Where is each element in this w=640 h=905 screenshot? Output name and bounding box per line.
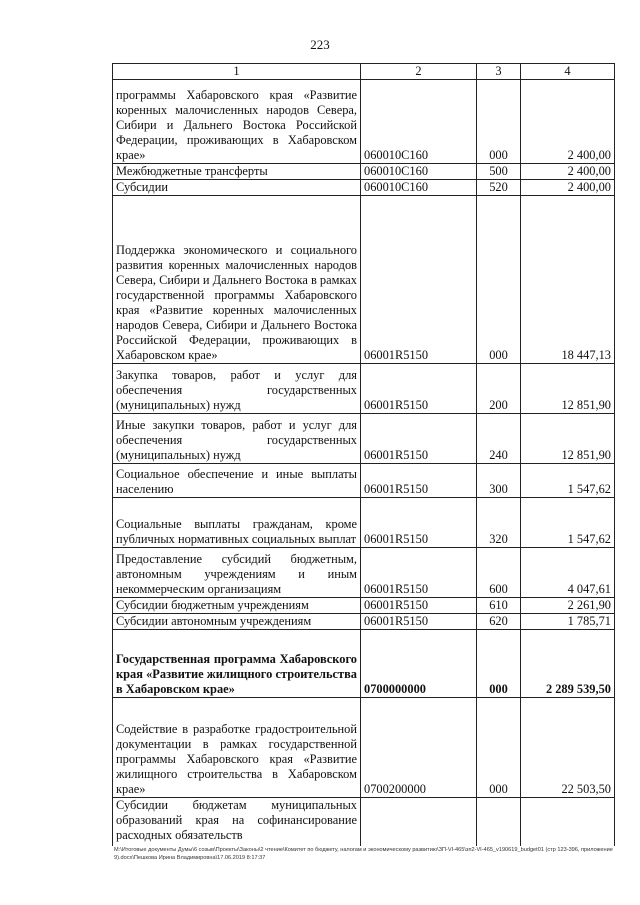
row-name: Предоставление субсидий бюджетным, автономным учреждениям и иным некоммерческим организациям (113, 548, 361, 598)
row-vr (477, 798, 521, 846)
table-row (113, 414, 615, 464)
row-vr: 320 (477, 498, 521, 548)
row-name: Социальное обеспечение и иные выплаты населению (113, 464, 361, 498)
table-row-program (113, 630, 615, 698)
row-code: 060010С160 (361, 80, 477, 164)
row-name: Поддержка экономического и социального развития коренных малочисленных народов Севера, Сибири и Дальнего Востока в рамках государственной программы Хабаровского края «Развитие коренных малочисленных народов Севера, Сибири и Дальнего Востока Российской Федерации, проживающих в Хабаровском крае» (113, 196, 361, 364)
row-vr: 000 (477, 698, 521, 798)
row-amount: 2 400,00 (521, 80, 615, 164)
row-vr: 000 (477, 80, 521, 164)
row-vr: 240 (477, 414, 521, 464)
page-number: 223 (310, 37, 330, 52)
row-code: 06001R5150 (361, 464, 477, 498)
row-name: Межбюджетные трансферты (113, 164, 361, 180)
row-code: 0700000000 (361, 630, 477, 698)
row-name: Закупка товаров, работ и услуг для обеспечения государственных (муниципальных) нужд (113, 364, 361, 414)
row-name: Субсидии автономным учреждениям (113, 614, 361, 630)
row-amount (521, 798, 615, 846)
row-vr: 500 (477, 164, 521, 180)
row-amount: 22 503,50 (521, 698, 615, 798)
row-name: программы Хабаровского края «Развитие коренных малочисленных народов Севера, Сибири и Дальнего Востока Российской Федерации, проживающих в Хабаровском крае» (113, 80, 361, 164)
table-row (113, 798, 615, 846)
row-code: 06001R5150 (361, 414, 477, 464)
row-amount: 2 289 539,50 (521, 630, 615, 698)
row-name: Иные закупки товаров, работ и услуг для обеспечения государственных (муниципальных) нужд (113, 414, 361, 464)
row-amount: 12 851,90 (521, 414, 615, 464)
row-amount: 1 785,71 (521, 614, 615, 630)
row-name: Социальные выплаты гражданам, кроме публичных нормативных социальных выплат (113, 498, 361, 548)
row-vr: 610 (477, 598, 521, 614)
header-col-1: 1 (113, 64, 361, 80)
row-name: Содействие в разработке градостроительной документации в рамках государственной программы Хабаровского края «Развитие жилищного строительства в Хабаровском крае» (113, 698, 361, 798)
row-name: Государственная программа Хабаровского края «Развитие жилищного строительства в Хабаровском крае» (113, 630, 361, 698)
row-code: 06001R5150 (361, 498, 477, 548)
budget-table (112, 63, 615, 846)
row-code: 06001R5150 (361, 548, 477, 598)
row-code: 060010С160 (361, 180, 477, 196)
row-amount: 12 851,90 (521, 364, 615, 414)
row-code: 0700200000 (361, 698, 477, 798)
row-amount: 4 047,61 (521, 548, 615, 598)
table-row (113, 180, 615, 196)
row-code: 06001R5150 (361, 196, 477, 364)
row-vr: 200 (477, 364, 521, 414)
row-vr: 620 (477, 614, 521, 630)
row-amount: 18 447,13 (521, 196, 615, 364)
table-row (113, 196, 615, 364)
table-row (113, 164, 615, 180)
table-row (113, 698, 615, 798)
row-name: Субсидии бюджетам муниципальных образований края на софинансирование расходных обязательств (113, 798, 361, 846)
row-code: 06001R5150 (361, 614, 477, 630)
header-col-4: 4 (521, 64, 615, 80)
header-col-3: 3 (477, 64, 521, 80)
document-path-footer: M:\Итоговые документы Думы\6 созыв\Проекты\Законы\2 чтение\Комитет по бюджету, налогам и экономическому развитию\ЗП-VI-465\зп2-VI-465_v190619_budget01 (стр 123-396, приложение 9).docx\Пешкова Ирина Владимировна\17.06.2019 8:17:37 (114, 847, 613, 861)
row-amount: 2 400,00 (521, 180, 615, 196)
row-amount: 2 400,00 (521, 164, 615, 180)
row-vr: 520 (477, 180, 521, 196)
row-code (361, 798, 477, 846)
row-vr: 000 (477, 196, 521, 364)
table-header-row (113, 64, 615, 80)
row-code: 060010С160 (361, 164, 477, 180)
row-code: 06001R5150 (361, 598, 477, 614)
row-vr: 600 (477, 548, 521, 598)
table-row (113, 80, 615, 164)
row-code: 06001R5150 (361, 364, 477, 414)
row-amount: 1 547,62 (521, 498, 615, 548)
table-row (113, 364, 615, 414)
row-name: Субсидии бюджетным учреждениям (113, 598, 361, 614)
row-amount: 1 547,62 (521, 464, 615, 498)
table-row (113, 614, 615, 630)
row-name: Субсидии (113, 180, 361, 196)
table-row (113, 548, 615, 598)
row-vr: 300 (477, 464, 521, 498)
row-amount: 2 261,90 (521, 598, 615, 614)
header-col-2: 2 (361, 64, 477, 80)
table-row (113, 598, 615, 614)
table-row (113, 464, 615, 498)
row-vr: 000 (477, 630, 521, 698)
table-row (113, 498, 615, 548)
